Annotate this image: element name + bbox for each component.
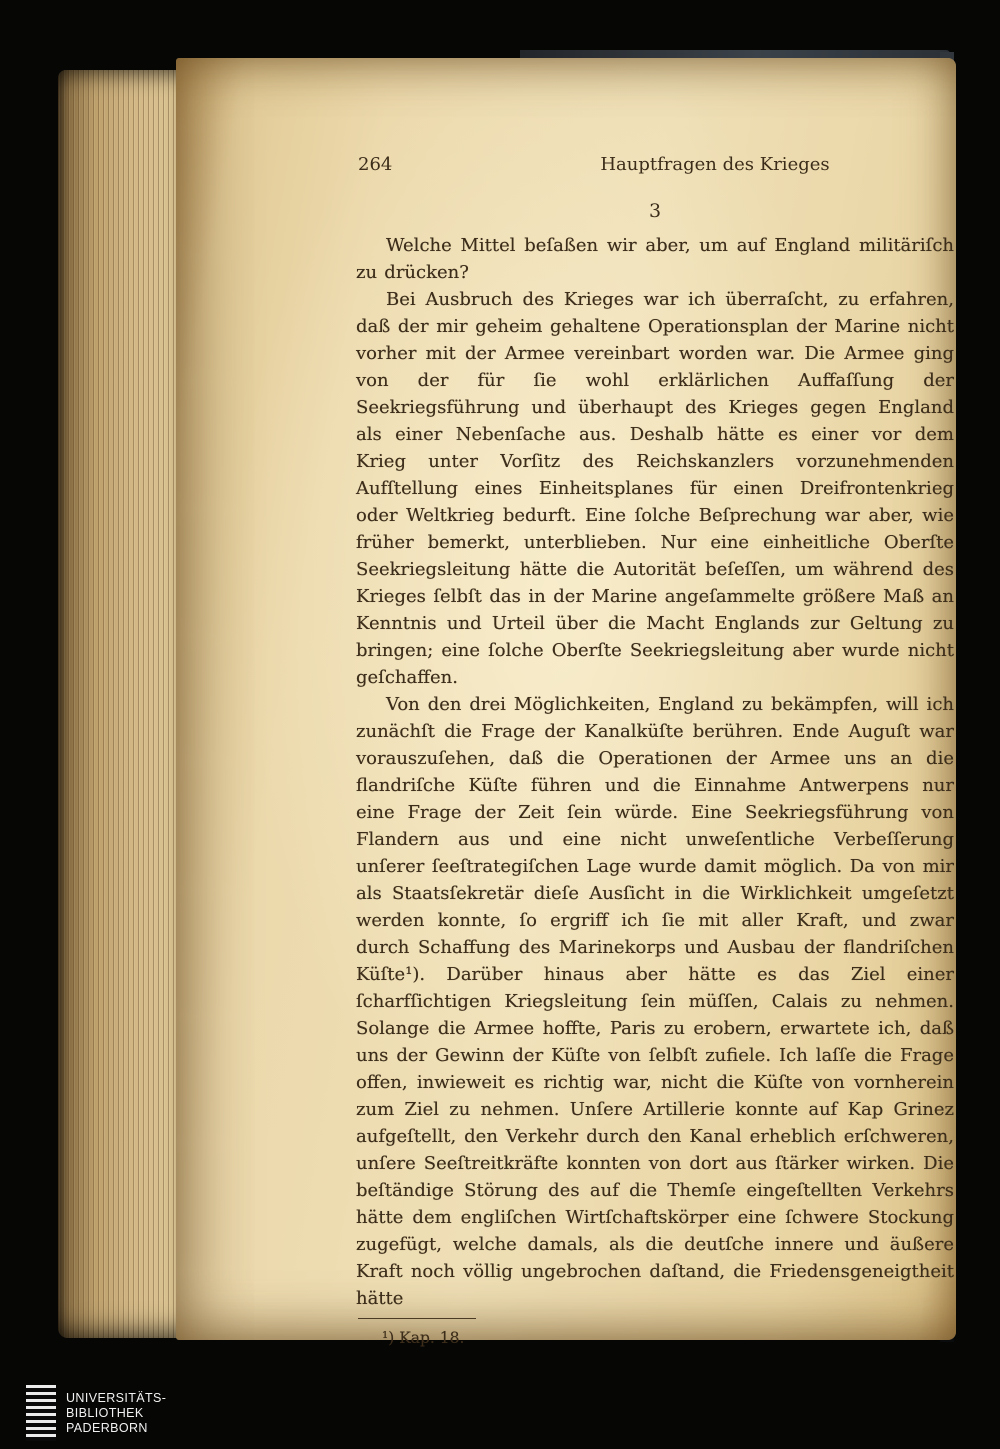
running-header: Hauptfragen des Krieges bbox=[600, 154, 830, 175]
paragraph: Welche Mittel beſaßen wir aber, um auf England militäriſch zu drücken? bbox=[356, 235, 954, 283]
footnote-rule bbox=[358, 1318, 476, 1319]
book-page bbox=[176, 58, 956, 1347]
footnote: ¹) Kap. 18. bbox=[382, 1329, 465, 1347]
watermark-line: BIBLIOTHEK bbox=[66, 1405, 144, 1420]
library-watermark bbox=[26, 1385, 166, 1441]
page-header bbox=[356, 154, 954, 178]
watermark-line: PADERBORN bbox=[66, 1420, 148, 1435]
library-watermark-text bbox=[66, 1391, 166, 1436]
paragraph: Bei Ausbruch des Krieges war ich überraſcht, zu erfahren, daß der mir geheim gehaltene Operationsplan der Marine nicht vorher mit der Armee vereinbart worden war. Die Armee ging von der für ſie wohl erklärlichen Auffaſſung der Seekriegsführung und überhaupt des Krieges gegen England als einer Nebenſache aus. Deshalb hätte es einer vor dem Krieg unter Vorſitz des Reichskanzlers vorzunehmenden Aufſtellung eines Einheitsplanes für einen Dreifrontenkrieg oder Weltkrieg bedurft. Eine ſolche Beſprechung war aber, wie früher bemerkt, unterblieben. Nur eine einheitliche Oberſte Seekriegsleitung hätte die Autorität beſeſſen, um während des Krieges ſelbſt das in der Marine angeſammelte größere Maß an Kenntnis und Urteil über die Macht Englands zur Geltung zu bringen; eine ſolche Oberſte Seekriegsleitung aber wurde nicht geſchaffen. bbox=[356, 289, 954, 688]
library-logo-icon bbox=[26, 1385, 56, 1441]
watermark-line: UNIVERSITÄTS- bbox=[66, 1390, 167, 1405]
page-number: 264 bbox=[358, 154, 393, 175]
book-page-edges bbox=[58, 70, 184, 1338]
section-number: 3 bbox=[648, 200, 662, 222]
paragraph: Von den drei Möglichkeiten, England zu bekämpfen, will ich zunächſt die Frage der Kanalküſte berühren. Ende Auguſt war vorauszuſehen, daß die Operationen der Armee uns an die flandriſche Küſte führen und die Einnahme Antwerpens nur eine Frage der Zeit ſein würde. Eine Seekriegsführung von Flandern aus und eine nicht unweſentliche Verbeſſerung unſerer ſeeſtrategiſchen Lage wurde damit möglich. Da von mir als Staatsſekretär dieſe Ausſicht in die Wirklichkeit umgeſetzt werden konnte, ſo ergriff ich ſie mit aller Kraft, und zwar durch Schaffung des Marinekorps und Ausbau der flandriſchen Küſte¹). Darüber hinaus aber hätte es das Ziel einer ſcharfſichtigen Kriegsleitung ſein müſſen, Calais zu nehmen. Solange die Armee hoffte, Paris zu erobern, erwartete ich, daß uns der Gewinn der Küſte von ſelbſt zufiele. Ich laſſe die Frage offen, inwieweit es richtig war, nicht die Küſte von vornherein zum Ziel zu nehmen. Unſere Artillerie konnte auf Kap Grinez aufgeſtellt, den Verkehr durch den Kanal erheblich erſchweren, unſere Seeſtreitkräfte konnten von dort aus ſtärker wirken. Die beſtändige Störung des auf die Themſe eingeſtellten Verkehrs hätte dem engliſchen Wirtſchaftskörper eine ſchwere Stockung zugefügt, welche damals, als die deutſche innere und äußere Kraft noch völlig ungebrochen daſtand, die Friedensgeneigtheit hätte bbox=[356, 694, 954, 1309]
text-block bbox=[356, 154, 954, 1348]
